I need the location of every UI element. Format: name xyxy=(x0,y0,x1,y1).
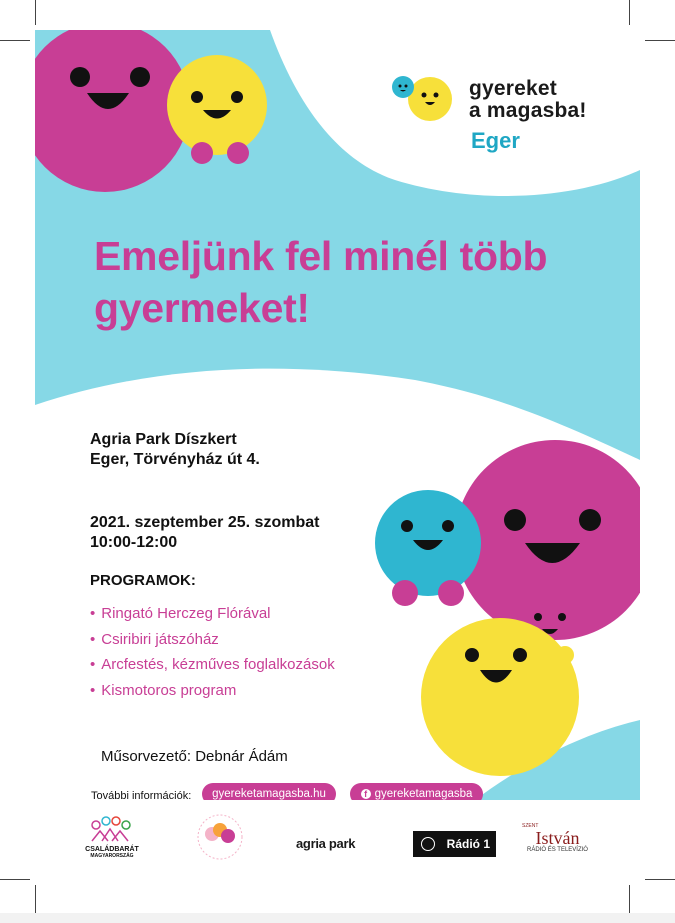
event-date: 2021. szeptember 25. szombat xyxy=(90,514,320,531)
venue xyxy=(90,430,260,470)
headline xyxy=(94,230,614,334)
event-datetime xyxy=(90,513,319,553)
radio1-logo: Rádió 1 xyxy=(413,831,496,857)
crop-mark xyxy=(35,0,36,25)
crop-mark xyxy=(35,885,36,913)
radio1-icon xyxy=(421,837,435,851)
list-item: • Kismotoros program xyxy=(90,681,237,699)
crop-mark xyxy=(645,879,675,880)
headline-line1: Emeljünk fel minél több xyxy=(94,233,548,279)
footer-strip xyxy=(0,913,675,923)
list-item: • Arcfestés, kézműves foglalkozások xyxy=(90,656,335,673)
yellow-face-bottom xyxy=(420,615,585,780)
programs-title: PROGRAMOK: xyxy=(90,572,196,589)
crop-mark xyxy=(629,885,630,913)
event-time: 10:00-12:00 xyxy=(90,534,178,551)
szent-istvan-logo: SZENT István RÁDIÓ ÉS TELEVÍZIÓ xyxy=(522,823,588,853)
info-label: További információk: xyxy=(91,790,192,800)
crop-mark xyxy=(0,40,30,41)
logo-text: gyereket a magasba! xyxy=(469,77,587,122)
venue-name: Agria Park Díszkert xyxy=(90,431,237,448)
harom-kiralyfi-logo xyxy=(190,812,250,862)
cyan-face xyxy=(365,488,495,613)
poster xyxy=(35,30,640,800)
programs-list xyxy=(90,601,335,703)
facebook-icon: f xyxy=(361,789,371,799)
crop-mark xyxy=(0,879,30,880)
host: Műsorvezető: Debnár Ádám xyxy=(101,748,288,765)
website-link[interactable]: gyereketamagasba.hu xyxy=(202,783,336,800)
facebook-link[interactable]: f gyereketamagasba xyxy=(350,783,483,800)
venue-address: Eger, Törvényház út 4. xyxy=(90,451,260,468)
headline-line2: gyermeket! xyxy=(94,285,310,331)
crop-mark xyxy=(645,40,675,41)
csaladbarat-icon xyxy=(88,815,138,845)
logo-icon xyxy=(390,73,460,123)
crop-mark xyxy=(629,0,630,25)
list-item: • Ringató Herczeg Flórával xyxy=(90,605,271,622)
logo-city: Eger xyxy=(471,128,520,153)
yellow-face-top xyxy=(165,55,275,170)
agria-park-logo: agria park xyxy=(296,836,356,851)
csaladbarat-logo: CSALÁDBARÁT MAGYARORSZÁG xyxy=(85,846,139,859)
list-item: • Csiribiri játszóház xyxy=(90,630,219,648)
